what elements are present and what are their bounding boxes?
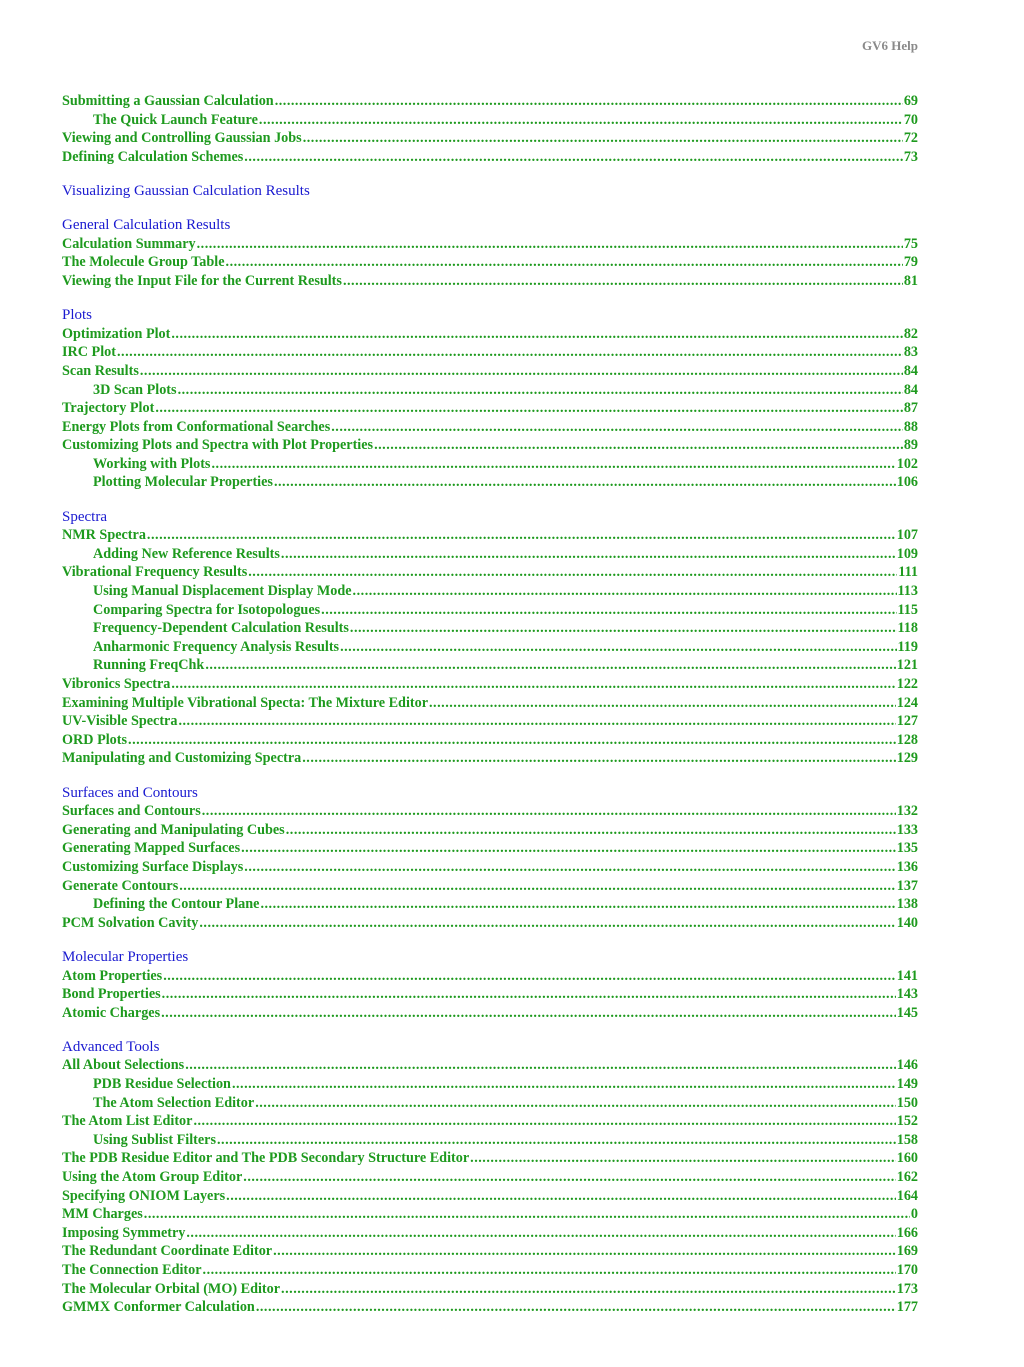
toc-entry-link[interactable] [62, 563, 918, 582]
toc-page-number: 132 [896, 803, 918, 820]
toc-entry-link[interactable] [62, 802, 918, 821]
dot-leader [303, 129, 903, 148]
dot-leader [185, 1056, 896, 1075]
dot-leader [211, 455, 895, 474]
toc-entry-label: Optimization Plot [62, 325, 171, 342]
dot-leader [274, 473, 896, 492]
toc-entry-label: Imposing Symmetry [62, 1224, 186, 1241]
toc-subentry-link[interactable] [62, 473, 918, 492]
dot-leader [226, 253, 903, 272]
toc-subentry-link[interactable] [62, 545, 918, 564]
toc-subentry-link[interactable] [62, 1075, 918, 1094]
toc-entry-link[interactable] [62, 1187, 918, 1206]
dot-leader [429, 694, 896, 713]
dot-leader [273, 1242, 896, 1261]
toc-entry-link[interactable] [62, 985, 918, 1004]
toc-subentry-link[interactable] [62, 601, 918, 620]
toc-entry-label: The Redundant Coordinate Editor [62, 1243, 273, 1260]
toc-entry-label: The Molecular Orbital (MO) Editor [62, 1280, 281, 1297]
toc-entry-link[interactable] [62, 1205, 918, 1224]
toc-entry-link[interactable] [62, 253, 918, 272]
dot-leader [281, 1280, 896, 1299]
dot-leader [179, 877, 895, 896]
toc-page-number: 146 [896, 1057, 918, 1074]
toc-page-number: 143 [896, 986, 918, 1003]
toc-entry-label: The Atom List Editor [62, 1113, 193, 1130]
toc-entry-link[interactable] [62, 1168, 918, 1187]
toc-page-number: 107 [896, 527, 918, 544]
toc-page-number: 84 [903, 381, 918, 398]
dot-leader [256, 1298, 896, 1317]
toc-page-number: 88 [903, 418, 918, 435]
toc-entry-label: Vibronics Spectra [62, 676, 171, 692]
toc-page-number: 81 [903, 272, 918, 289]
toc-entry-label: The Connection Editor [62, 1262, 202, 1278]
toc-page-number: 169 [896, 1243, 918, 1260]
toc-page-number: 115 [897, 601, 918, 618]
toc-entry-label: Atomic Charges [62, 1004, 161, 1021]
dot-leader [260, 895, 895, 914]
dot-leader [155, 399, 903, 418]
toc-entry-link[interactable] [62, 1298, 918, 1317]
toc-entry-label: Energy Plots from Conformational Searches [62, 418, 331, 435]
toc-subentry-link[interactable] [62, 111, 918, 130]
dot-leader [197, 235, 903, 254]
toc-entry-label: GMMX Conformer Calculation [62, 1299, 255, 1316]
toc-entry-link[interactable] [62, 418, 918, 437]
dot-leader [171, 325, 902, 344]
toc-entry-label: Trajectory Plot [62, 400, 155, 417]
dot-leader [178, 381, 903, 400]
toc-entry-link[interactable] [62, 526, 918, 545]
toc-section-heading: Molecular Properties [62, 948, 189, 965]
toc-page-number: 135 [896, 840, 918, 857]
toc-entry-label: Running FreqChk [93, 657, 205, 674]
toc-entry-label: Adding New Reference Results [93, 545, 280, 562]
dot-leader [321, 601, 896, 620]
toc-page-number: 173 [896, 1280, 918, 1297]
toc-page-number: 69 [903, 93, 918, 109]
toc-entry-label: Using Manual Displacement Display Mode [93, 583, 352, 600]
toc-page-number: 82 [903, 325, 918, 342]
toc-entry-link[interactable] [62, 914, 918, 933]
toc-page-number: 177 [896, 1299, 918, 1316]
toc-entry-link[interactable] [62, 325, 918, 344]
dot-leader [171, 675, 895, 694]
dot-leader [202, 802, 896, 821]
dot-leader [226, 1187, 896, 1206]
toc-entry-label: Plotting Molecular Properties [93, 474, 273, 491]
toc-section-heading: Visualizing Gaussian Calculation Results [62, 182, 310, 199]
toc-section-heading: Surfaces and Contours [62, 784, 198, 801]
toc-section-heading: Plots [62, 307, 93, 324]
toc-page-number: 140 [896, 914, 918, 931]
dot-leader [374, 436, 903, 455]
toc-entry-label: Surfaces and Contours [62, 803, 201, 820]
toc-entry-link[interactable] [62, 839, 918, 858]
toc-entry-link[interactable] [62, 1261, 918, 1280]
dot-leader [343, 272, 903, 291]
dot-leader [275, 92, 903, 111]
dot-leader [244, 858, 895, 877]
dot-leader [193, 1112, 895, 1131]
toc-entry-label: PCM Solvation Cavity [62, 914, 199, 931]
dot-leader [244, 148, 903, 167]
toc-entry-label: Using the Atom Group Editor [62, 1169, 243, 1186]
toc-entry-link[interactable] [62, 712, 918, 731]
toc-page-number: 133 [896, 821, 918, 838]
dot-leader [199, 914, 895, 933]
toc-section-heading: General Calculation Results [62, 217, 231, 234]
table-of-contents [62, 92, 918, 1317]
dot-leader [470, 1149, 896, 1168]
toc-entry-link[interactable] [62, 362, 918, 381]
toc-entry-link[interactable] [62, 858, 918, 877]
toc-entry-label: Scan Results [62, 362, 139, 379]
toc-page-number: 79 [903, 254, 918, 271]
toc-entry-label: PDB Residue Selection [93, 1076, 231, 1093]
dot-leader [255, 1094, 896, 1113]
toc-entry-label: Frequency-Dependent Calculation Results [93, 620, 349, 637]
toc-entry-link[interactable] [62, 749, 918, 768]
toc-entry-label: Anharmonic Frequency Analysis Results [93, 638, 340, 655]
toc-page-number: 160 [896, 1150, 918, 1167]
toc-entry-link[interactable] [62, 235, 918, 254]
toc-page-number: 152 [896, 1113, 918, 1130]
toc-entry-link[interactable] [62, 129, 918, 148]
toc-section-heading: Advanced Tools [62, 1038, 160, 1055]
toc-page-number: 150 [896, 1094, 918, 1111]
toc-entry-label: Comparing Spectra for Isotopologues [93, 601, 321, 618]
toc-subentry-link[interactable] [62, 895, 918, 914]
toc-entry-label: NMR Spectra [62, 527, 146, 544]
toc-entry-link[interactable] [62, 436, 918, 455]
toc-entry-link[interactable] [62, 821, 918, 840]
toc-page-number: 170 [896, 1262, 918, 1278]
toc-page-number: 87 [903, 400, 918, 417]
toc-entry-label: Generating and Manipulating Cubes [62, 821, 285, 838]
toc-entry-label: All About Selections [62, 1057, 185, 1074]
dot-leader [162, 985, 896, 1004]
toc-entry-label: Examining Multiple Vibrational Specta: The Mixture Editor [62, 694, 428, 711]
dot-leader [217, 1131, 896, 1150]
toc-subentry-link[interactable] [62, 1131, 918, 1150]
toc-entry-link[interactable] [62, 1056, 918, 1075]
toc-entry-link[interactable] [62, 1280, 918, 1299]
toc-page-number: 145 [896, 1004, 918, 1021]
toc-entry-label: ORD Plots [62, 731, 128, 748]
toc-entry-label: Vibrational Frequency Results [62, 564, 248, 581]
toc-entry-link[interactable] [62, 1224, 918, 1243]
toc-page-number: 72 [903, 130, 918, 147]
toc-entry-label: Submitting a Gaussian Calculation [62, 93, 274, 109]
toc-page-number: 89 [903, 437, 918, 454]
toc-subentry-link[interactable] [62, 381, 918, 400]
toc-page-number: 111 [898, 564, 918, 581]
toc-page-number: 166 [896, 1224, 918, 1241]
toc-subentry-link[interactable] [62, 619, 918, 638]
toc-entry-link[interactable] [62, 967, 918, 986]
dot-leader [205, 656, 895, 675]
toc-page-number: 121 [896, 657, 918, 674]
dot-leader [350, 619, 897, 638]
toc-page-number: 106 [896, 474, 918, 491]
toc-entry-label: Specifying ONIOM Layers [62, 1187, 226, 1204]
dot-leader [241, 839, 896, 858]
toc-page-number: 158 [896, 1131, 918, 1148]
toc-entry-label: Customizing Plots and Spectra with Plot Properties [62, 437, 374, 454]
dot-leader [281, 545, 896, 564]
dot-leader [117, 343, 903, 362]
toc-page-number: 141 [896, 967, 918, 984]
toc-entry-label: Calculation Summary [62, 235, 196, 252]
dot-leader [178, 712, 895, 731]
toc-entry-label: The PDB Residue Editor and The PDB Secondary Structure Editor [62, 1150, 470, 1167]
toc-page-number: 128 [896, 731, 918, 748]
toc-entry-link[interactable] [62, 1004, 918, 1023]
dot-leader [331, 418, 903, 437]
toc-subentry-link[interactable] [62, 455, 918, 474]
dot-leader [144, 1205, 910, 1224]
toc-page-number: 164 [896, 1187, 918, 1204]
dot-leader [163, 967, 896, 986]
toc-entry-link[interactable] [62, 272, 918, 291]
toc-page-number: 0 [910, 1206, 918, 1223]
toc-entry-label: Customizing Surface Displays [62, 858, 244, 875]
toc-entry-link[interactable] [62, 343, 918, 362]
dot-leader [128, 731, 896, 750]
toc-entry-label: Manipulating and Customizing Spectra [62, 750, 302, 767]
toc-entry-label: 3D Scan Plots [93, 381, 177, 398]
dot-leader [259, 111, 903, 130]
dot-leader [140, 362, 903, 381]
dot-leader [203, 1261, 896, 1280]
dot-leader [161, 1004, 896, 1023]
toc-page-number: 136 [896, 858, 918, 875]
page-header: GV6 Help [862, 38, 918, 53]
dot-leader [147, 526, 896, 545]
toc-entry-link[interactable] [62, 675, 918, 694]
toc-page-number: 102 [896, 455, 918, 472]
toc-page-number: 118 [897, 620, 918, 637]
toc-entry-label: The Atom Selection Editor [93, 1094, 255, 1111]
toc-entry-label: Atom Properties [62, 967, 163, 984]
toc-page-number: 129 [896, 750, 918, 767]
toc-entry-label: Generate Contours [62, 877, 179, 894]
toc-subentry-link[interactable] [62, 582, 918, 601]
toc-entry-label: Generating Mapped Surfaces [62, 840, 241, 857]
toc-subentry-link[interactable] [62, 656, 918, 675]
toc-entry-link[interactable] [62, 148, 918, 167]
dot-leader [286, 821, 896, 840]
toc-page-number: 122 [896, 676, 918, 692]
toc-page-number: 84 [903, 362, 918, 379]
toc-page-number: 83 [903, 344, 918, 361]
toc-entry-label: Bond Properties [62, 986, 161, 1003]
toc-entry-label: Viewing and Controlling Gaussian Jobs [62, 130, 302, 147]
toc-entry-label: IRC Plot [62, 344, 116, 361]
dot-leader [243, 1168, 895, 1187]
toc-entry-label: MM Charges [62, 1206, 143, 1223]
toc-page-number: 124 [896, 694, 918, 711]
toc-entry-link[interactable] [62, 1112, 918, 1131]
toc-page-number: 70 [903, 111, 918, 128]
toc-subentry-link[interactable] [62, 638, 918, 657]
toc-page-number: 127 [896, 713, 918, 730]
toc-entry-label: Working with Plots [93, 455, 211, 472]
toc-page-number: 162 [896, 1169, 918, 1186]
dot-leader [248, 563, 897, 582]
dot-leader [232, 1075, 896, 1094]
toc-entry-label: Using Sublist Filters [93, 1131, 216, 1148]
toc-page-number: 149 [896, 1076, 918, 1093]
toc-entry-label: The Molecule Group Table [62, 254, 225, 271]
toc-page-number: 137 [896, 877, 918, 894]
toc-entry-link[interactable] [62, 1242, 918, 1261]
toc-entry-label: The Quick Launch Feature [93, 111, 258, 128]
dot-leader [186, 1224, 895, 1243]
toc-entry-label: Defining Calculation Schemes [62, 148, 244, 165]
toc-entry-link[interactable] [62, 694, 918, 713]
dot-leader [340, 638, 896, 657]
toc-page-number: 113 [897, 583, 918, 600]
toc-page-number: 75 [903, 235, 918, 252]
toc-entry-label: Viewing the Input File for the Current Results [62, 272, 342, 289]
toc-page-number: 119 [897, 638, 918, 655]
dot-leader [302, 749, 895, 768]
toc-entry-link[interactable] [62, 877, 918, 896]
toc-entry-label: UV-Visible Spectra [62, 713, 178, 730]
toc-entry-link[interactable] [62, 92, 918, 111]
toc-entry-link[interactable] [62, 1149, 918, 1168]
toc-entry-link[interactable] [62, 399, 918, 418]
toc-page-number: 109 [896, 545, 918, 562]
toc-page-number: 73 [903, 148, 918, 165]
toc-entry-label: Defining the Contour Plane [93, 896, 260, 913]
toc-subentry-link[interactable] [62, 1094, 918, 1113]
toc-entry-link[interactable] [62, 731, 918, 750]
toc-page-number: 138 [896, 896, 918, 913]
toc-section-heading: Spectra [62, 508, 107, 525]
dot-leader [353, 582, 897, 601]
